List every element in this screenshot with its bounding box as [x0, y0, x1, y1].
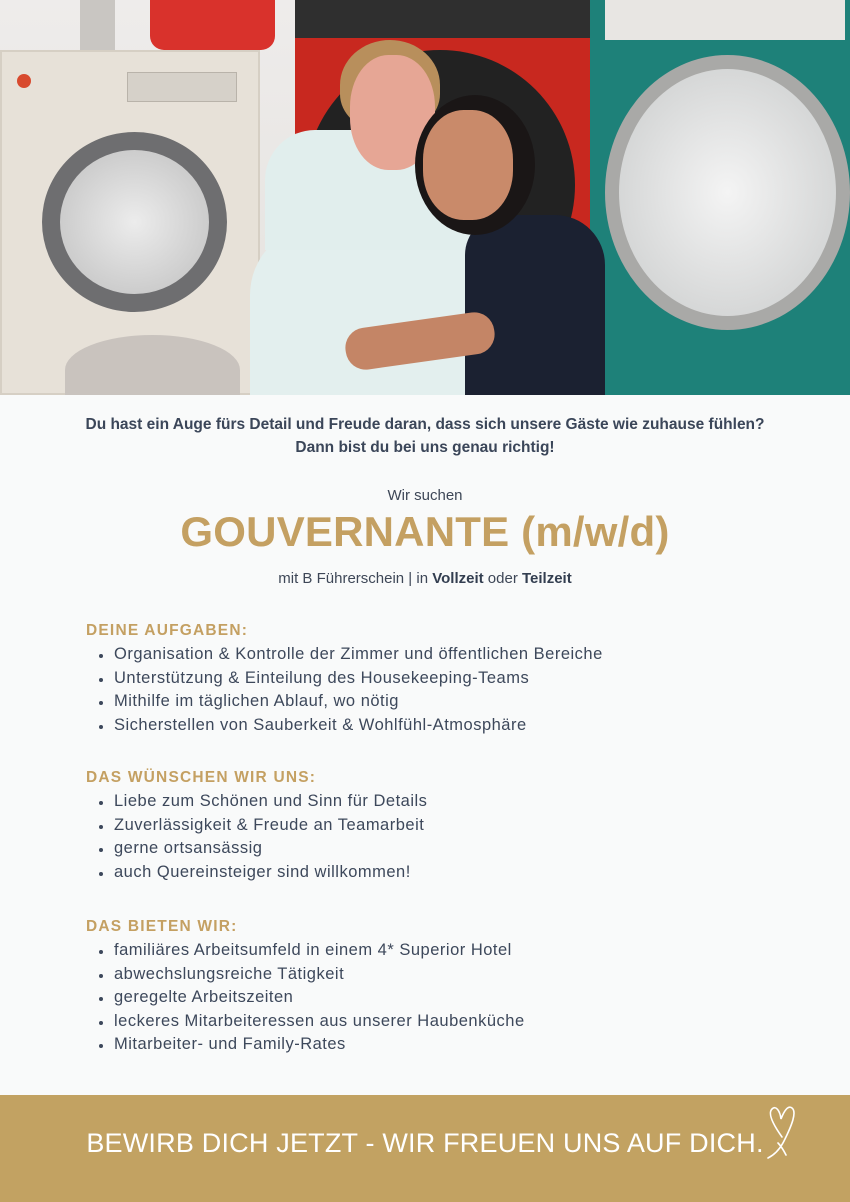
section-heading: DAS WÜNSCHEN WIR UNS: — [86, 769, 317, 786]
list-item: auch Quereinsteiger sind willkommen! — [86, 861, 786, 885]
list-item: Mithilfe im täglichen Ablauf, wo nötig — [86, 690, 786, 714]
hero-photo — [0, 0, 850, 395]
apply-call-to-action: BEWIRB DICH JETZT - WIR FREUEN UNS AUF DICH. — [86, 1128, 764, 1158]
conditions-parttime: Teilzeit — [521, 570, 572, 587]
intro-line-2: Dann bist du bei uns genau richtig! — [295, 439, 555, 456]
washing-machine-teal — [590, 0, 850, 395]
list-item: Organisation & Kontrolle der Zimmer und öffentlichen Bereiche — [86, 643, 786, 667]
heart-icon — [762, 1103, 800, 1159]
list-item: abwechslungsreiche Tätigkeit — [86, 963, 786, 987]
section-requirements — [86, 767, 786, 884]
list-item: Liebe zum Schönen und Sinn für Details — [86, 790, 786, 814]
list-item: geregelte Arbeitszeiten — [86, 986, 786, 1010]
intro-text — [0, 413, 850, 459]
search-label: Wir suchen — [387, 487, 463, 504]
task-list — [86, 643, 786, 737]
section-heading: DAS BIETEN WIR: — [86, 918, 238, 935]
benefits-list — [86, 939, 786, 1057]
list-item: Sicherstellen von Sauberkeit & Wohlfühl-Atmosphäre — [86, 714, 786, 738]
conditions-or: oder — [483, 570, 522, 587]
list-item: Mitarbeiter- und Family-Rates — [86, 1033, 786, 1057]
job-title: GOUVERNANTE (m/w/d) — [180, 508, 670, 555]
list-item: leckeres Mitarbeiteressen aus unserer Haubenküche — [86, 1010, 786, 1034]
list-item: familiäres Arbeitsumfeld in einem 4* Superior Hotel — [86, 939, 786, 963]
intro-line-1: Du hast ein Auge fürs Detail und Freude daran, dass sich unsere Gäste wie zuhause fühlen? — [85, 416, 765, 433]
section-heading: DEINE AUFGABEN: — [86, 622, 249, 639]
conditions-fulltime: Vollzeit — [432, 570, 484, 587]
requirements-list — [86, 790, 786, 884]
conditions-prefix: mit B Führerschein | in — [278, 570, 433, 587]
section-benefits — [86, 916, 786, 1057]
person-housekeeper-right — [405, 95, 605, 395]
section-tasks — [86, 620, 786, 737]
list-item: Unterstützung & Einteilung des Housekeeping-Teams — [86, 667, 786, 691]
list-item: Zuverlässigkeit & Freude an Teamarbeit — [86, 814, 786, 838]
list-item: gerne ortsansässig — [86, 837, 786, 861]
job-conditions — [0, 570, 850, 587]
